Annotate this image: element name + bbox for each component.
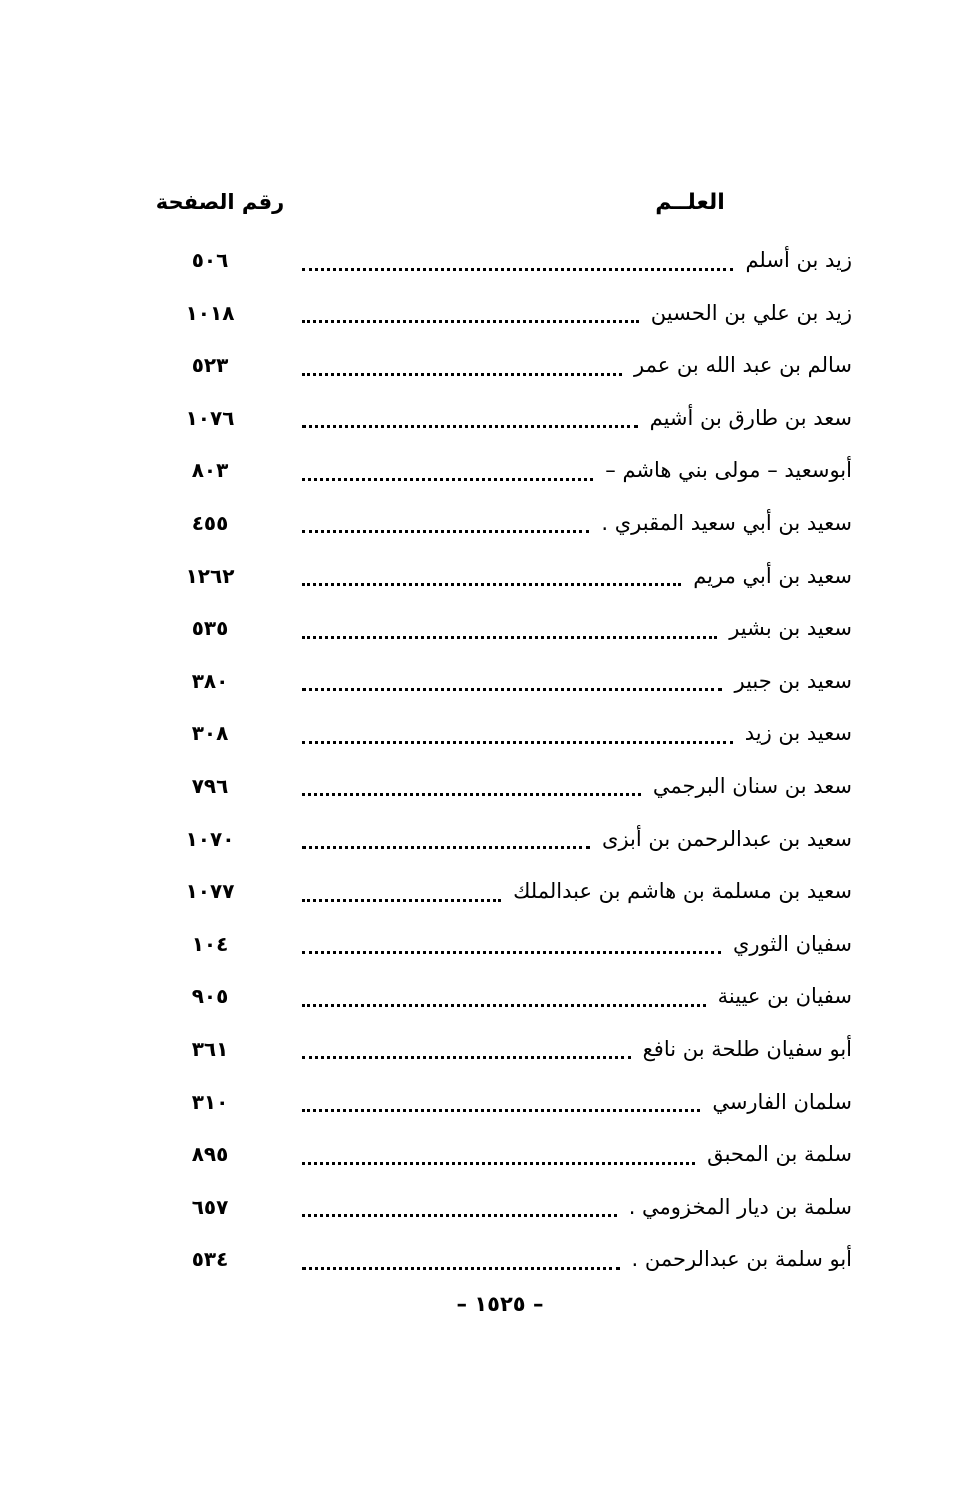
entry-page: ٥٢٣ (191, 353, 229, 378)
entry-page: ٨٠٣ (191, 458, 229, 483)
dot-leader (302, 528, 589, 533)
entry-name: سالم بن عبد الله بن عمر (634, 353, 852, 378)
entry-name: سعيد بن مسلمة بن هاشم بن عبدالملك (513, 879, 852, 904)
entry-name: أبو سفيان طلحة بن نافع (642, 1036, 852, 1061)
entry-page: ٨٩٥ (191, 1142, 229, 1167)
page-number: – ١٥٢٥ – (456, 1292, 544, 1316)
name-column-header: العلــم (655, 190, 725, 215)
index-row (0, 869, 962, 922)
entry-name: أبوسعيد – مولى بني هاشم – (605, 458, 852, 483)
dot-leader (302, 949, 721, 954)
dot-leader (302, 1054, 631, 1059)
dot-leader (302, 739, 733, 744)
entry-name: سلمة بن المحبق (707, 1142, 852, 1167)
entry-name: سعيد بن بشير (729, 616, 852, 641)
entry-name: سعيد بن عبدالرحمن بن أبزى (602, 826, 852, 851)
index-row (0, 1237, 962, 1290)
page-column-header: رقم الصفحة (155, 190, 285, 214)
dot-leader (302, 371, 622, 376)
entry-page: ١٠٧٠ (185, 826, 235, 851)
entry-page: ٥٣٥ (191, 616, 229, 641)
dot-leader (302, 897, 501, 902)
index-row (0, 922, 962, 975)
dot-leader (302, 1160, 695, 1165)
dot-leader (302, 581, 681, 586)
entry-name: سعيد بن أبي سعيد المقبري . (601, 510, 852, 535)
entry-name: سفيان بن عيينة (717, 984, 852, 1009)
entry-page: ١٠١٨ (185, 300, 235, 325)
entry-name: زيد بن علي بن الحسين (650, 300, 852, 325)
dot-leader (302, 1107, 700, 1112)
index-row (0, 448, 962, 501)
dot-leader (302, 1265, 620, 1270)
entry-page: ٣١٠ (191, 1089, 229, 1114)
index-row (0, 1185, 962, 1238)
dot-leader (302, 266, 733, 271)
entry-page: ٣٨٠ (191, 668, 229, 693)
entry-name: سعيد بن جبير (734, 668, 852, 693)
entry-name: سلمان الفارسي (712, 1089, 852, 1114)
entry-page: ١٠٧٦ (185, 405, 235, 430)
entry-name: سفيان الثوري (732, 931, 852, 956)
entry-page: ١٠٤ (191, 931, 229, 956)
entry-page: ٥٠٦ (191, 248, 229, 272)
dot-leader (302, 634, 717, 639)
entry-page: ٦٥٧ (191, 1194, 229, 1219)
entry-page: ٥٣٤ (191, 1247, 229, 1272)
index-row (0, 974, 962, 1027)
index-row (0, 291, 962, 344)
entry-page: ١٢٦٢ (185, 563, 235, 588)
dot-leader (302, 844, 590, 849)
index-row (0, 501, 962, 554)
entry-page: ١٠٧٧ (185, 879, 235, 904)
entry-name: سعد بن سنان البرجمي (652, 773, 852, 798)
dot-leader (302, 1212, 617, 1217)
entry-page: ٩٠٥ (191, 984, 229, 1009)
entry-name: زيد بن أسلم (745, 248, 852, 272)
entry-name: سلمة بن ديار المخزومي . (628, 1194, 852, 1219)
index-row (0, 1027, 962, 1080)
dot-leader (302, 318, 639, 323)
dot-leader (302, 1002, 706, 1007)
index-row (0, 659, 962, 712)
entry-name: سعيد بن زيد (744, 721, 852, 746)
index-row (0, 764, 962, 817)
index-row (0, 238, 962, 291)
index-row (0, 554, 962, 607)
entry-page: ٧٩٦ (191, 773, 229, 798)
entry-name: أبو سلمة بن عبدالرحمن . (631, 1247, 852, 1272)
entry-page: ٤٥٥ (191, 510, 229, 535)
index-row (0, 343, 962, 396)
entry-page: ٣٠٨ (191, 721, 229, 746)
dot-leader (302, 686, 722, 691)
index-row (0, 1080, 962, 1133)
entry-name: سعد بن طارق بن أشيم (649, 405, 852, 430)
dot-leader (302, 476, 593, 481)
index-row (0, 817, 962, 870)
index-row (0, 711, 962, 764)
index-row (0, 1132, 962, 1185)
entry-page: ٣٦١ (191, 1036, 229, 1061)
index-row (0, 396, 962, 449)
index-list (0, 238, 962, 1290)
index-header (0, 190, 962, 222)
dot-leader (302, 791, 641, 796)
entry-name: سعيد بن أبي مريم (693, 563, 852, 588)
index-row (0, 606, 962, 659)
dot-leader (302, 423, 638, 428)
